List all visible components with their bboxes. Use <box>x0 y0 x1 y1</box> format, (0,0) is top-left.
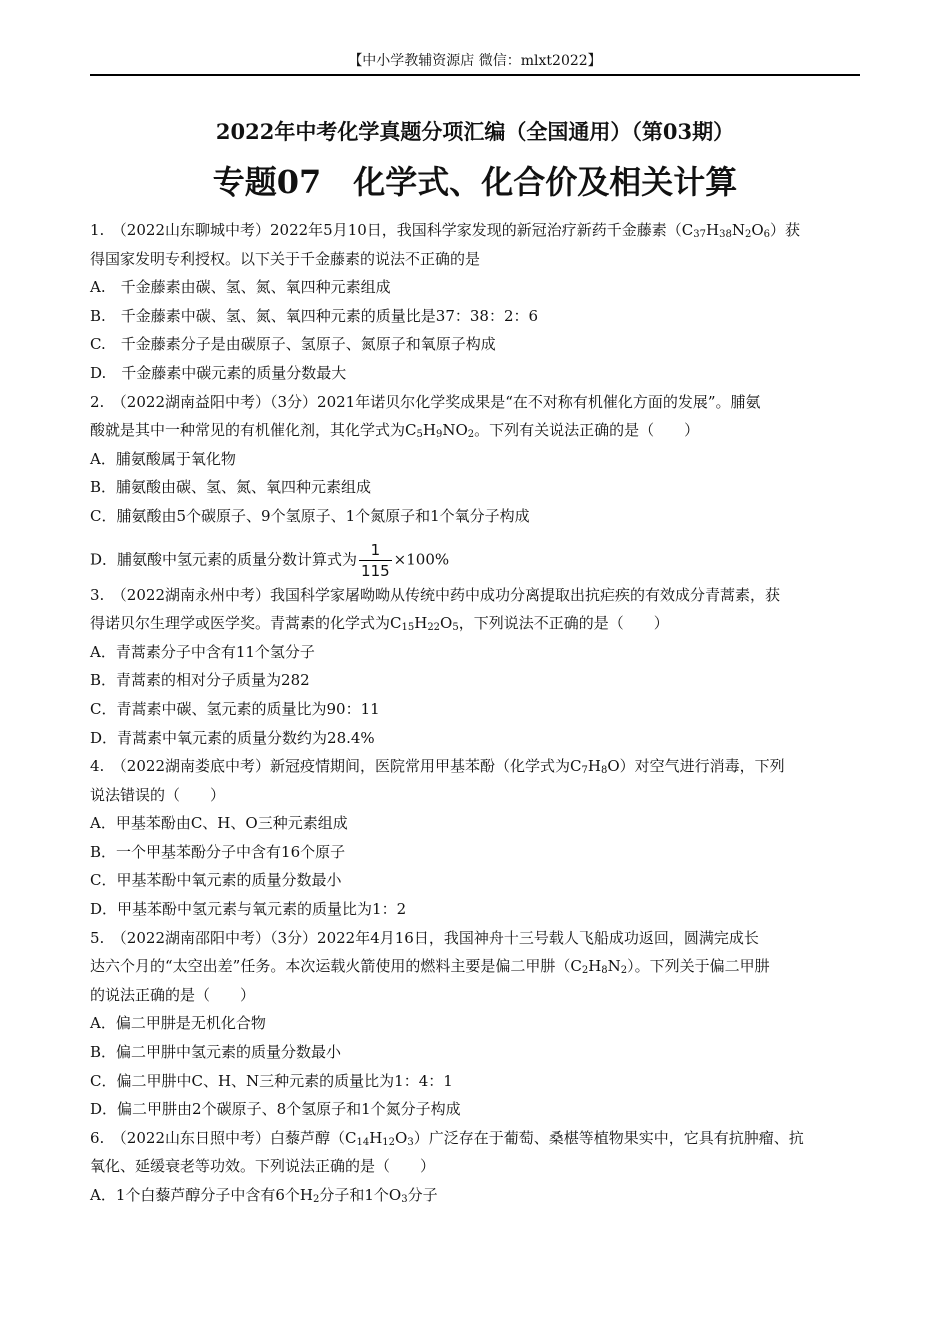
question-2-option-d: D．脯氨酸中氢元素的质量分数计算式为 $\frac{1}{115}$ ×100% <box>90 540 450 580</box>
question-6-line-1: 6. （2022山东日照中考）白藜芦醇$(C_{14}H_{12}O_3)$广泛存在于葡萄、桑椹等植物果实中，它具有抗肿瘤、抗 <box>90 1128 804 1148</box>
header-divider <box>90 74 860 76</box>
question-4-line-2: 说法错误的（ ） <box>90 785 226 804</box>
question-5-option-c: C．偏二甲肼中C、H、N三种元素的质量比为1：4：1 <box>90 1071 453 1090</box>
question-2-option-b: B．脯氨酸由碳、氢、氮、氧四种元素组成 <box>90 478 372 497</box>
question-3-line-1: 3. （2022湖南永州中考）我国科学家屠呦呦从传统中药中成功分离提取出抗疟疾的有效成分青蒿素，获 <box>90 585 780 604</box>
question-4-option-a: A．甲基苯酚由C、H、O三种元素组成 <box>90 814 348 833</box>
question-5-line-1: 5. （2022湖南邵阳中考）（3分）2022年4月16日，我国神舟十三号载人飞船成功返回，圆满完成长 <box>90 928 759 947</box>
question-1-option-d: D. 千金藤素中碳元素的质量分数最大 <box>90 363 347 382</box>
question-1-option-a: A. 千金藤素由碳、氢、氮、氧四种元素组成 <box>90 278 391 297</box>
fraction <box>359 540 392 581</box>
question-6-option-a: A．1个白藜芦醇分子中含有6个$H_2$分子和1个$O_3$分子 <box>90 1186 438 1205</box>
question-2-option-a: A．脯氨酸属于氧化物 <box>90 449 236 468</box>
question-4-option-b: B．一个甲基苯酚分子中含有16个原子 <box>90 842 346 861</box>
question-6-line-2: 氧化、延缓衰老等功效。下列说法正确的是（ ） <box>90 1157 436 1176</box>
question-5-line-3: 的说法正确的是（ ） <box>90 985 256 1004</box>
question-list <box>90 216 860 1210</box>
question-5-option-a: A．偏二甲肼是无机化合物 <box>90 1014 266 1033</box>
question-4-option-d: D．甲基苯酚中氢元素与氧元素的质量比为1：2 <box>90 900 407 919</box>
question-1-line-1: 1. （2022山东聊城中考）2022年5月10日，我国科学家发现的新冠治疗新药千金藤素$(C_{37}H_{38}N_2O_6)$获 <box>90 221 801 240</box>
question-1-option-c: C. 千金藤素分子是由碳原子、氢原子、氮原子和氧原子构成 <box>90 335 496 354</box>
question-2-line-2: 酸就是其中一种常见的有机催化剂，其化学式为$C_5H_9NO_2$。下列有关说法正确的是（ ） <box>90 421 700 441</box>
question-3-option-c: C．青蒿素中碳、氢元素的质量比为90：11 <box>90 699 380 718</box>
question-3-option-b: B．青蒿素的相对分子质量为282 <box>90 671 310 690</box>
question-3-line-2: 得诺贝尔生理学或医学奖。青蒿素的化学式为$C_{15}H_{22}O_5$，下列说法不正确的是（ ） <box>90 614 669 634</box>
fraction-numerator: 1 <box>359 540 392 561</box>
question-4-line-1: 4. （2022湖南娄底中考）新冠疫情期间，医院常用甲基苯酚（化学式为$C_7H_8O$）对空气进行消毒，下列 <box>90 757 785 777</box>
document-title: 2022年中考化学真题分项汇编（全国通用）（第03期） <box>215 119 735 144</box>
question-1-option-b: B. 千金藤素中碳、氢、氮、氧四种元素的质量比是37：38：2：6 <box>90 306 539 325</box>
question-1-line-2: 得国家发明专利授权。以下关于千金藤素的说法不正确的是 <box>90 249 481 268</box>
question-4-option-c: C．甲基苯酚中氧元素的质量分数最小 <box>90 871 342 890</box>
question-2-option-c: C．脯氨酸由5个碳原子、9个氢原子、1个氮原子和1个氧分子构成 <box>90 506 530 525</box>
topic-title: 专题07 化学式、化合价及相关计算 <box>212 163 738 201</box>
question-3-option-a: A．青蒿素分子中含有11个氢分子 <box>90 642 315 661</box>
fraction-denominator: 115 <box>361 561 390 580</box>
question-3-option-d: D．青蒿素中氧元素的质量分数约为28.4% <box>90 728 375 747</box>
question-5-line-2: 达六个月的“太空出差”任务。本次运载火箭使用的燃料主要是偏二甲肼$(C_2H_8N_2)$。下列关于偏二甲肼 <box>90 957 770 977</box>
question-5-option-b: B．偏二甲肼中氢元素的质量分数最小 <box>90 1043 342 1062</box>
question-2-line-1: 2. （2022湖南益阳中考）（3分）2021年诺贝尔化学奖成果是“在不对称有机催化方面的发展”。脯氨 <box>90 392 761 411</box>
question-5-option-d: D．偏二甲肼由2个碳原子、8个氢原子和1个氮分子构成 <box>90 1100 461 1119</box>
page-header: 【中小学教辅资源店 微信：mlxt2022】 <box>348 53 602 69</box>
